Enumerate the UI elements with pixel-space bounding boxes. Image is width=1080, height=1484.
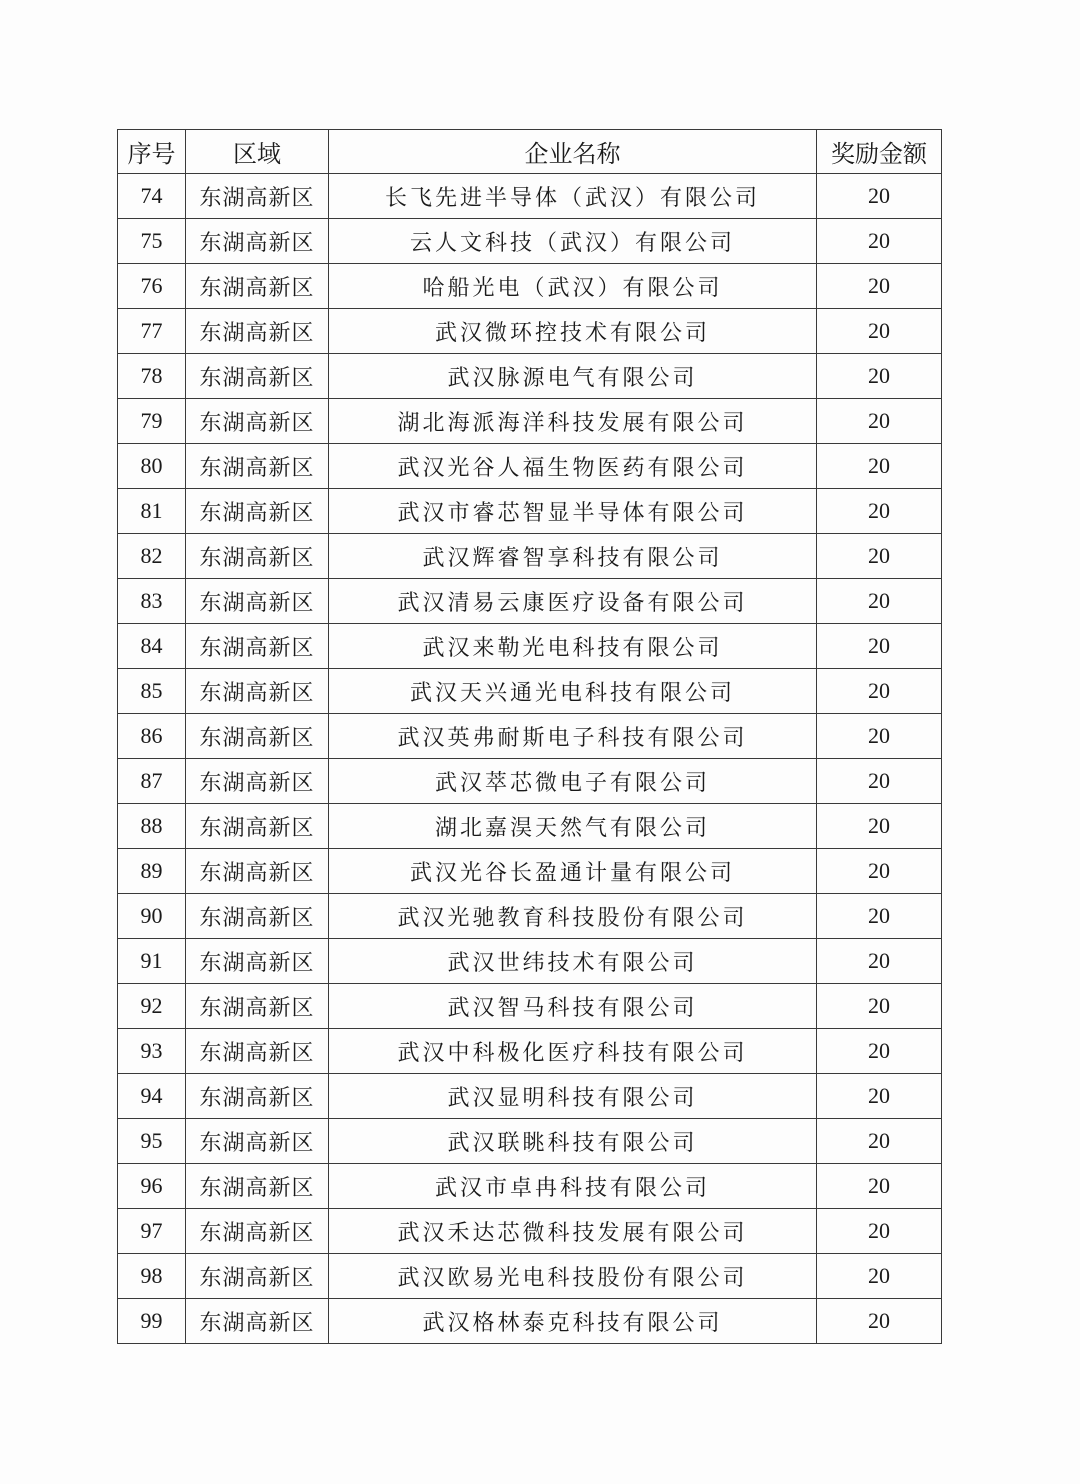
cell-amount: 20 — [817, 849, 942, 894]
cell-amount: 20 — [817, 939, 942, 984]
cell-seq: 85 — [118, 669, 186, 714]
cell-seq: 95 — [118, 1119, 186, 1164]
cell-amount: 20 — [817, 354, 942, 399]
cell-region: 东湖高新区 — [186, 1119, 329, 1164]
cell-seq: 99 — [118, 1299, 186, 1344]
table-row — [118, 714, 942, 759]
cell-region: 东湖高新区 — [186, 939, 329, 984]
cell-seq: 90 — [118, 894, 186, 939]
cell-region: 东湖高新区 — [186, 669, 329, 714]
cell-seq: 86 — [118, 714, 186, 759]
cell-amount: 20 — [817, 1299, 942, 1344]
table-row — [118, 534, 942, 579]
table-body — [118, 174, 942, 1344]
cell-region: 东湖高新区 — [186, 399, 329, 444]
cell-seq: 75 — [118, 219, 186, 264]
table-row — [118, 264, 942, 309]
cell-region: 东湖高新区 — [186, 579, 329, 624]
cell-region: 东湖高新区 — [186, 759, 329, 804]
cell-company: 武汉脉源电气有限公司 — [329, 354, 817, 399]
table-row — [118, 1209, 942, 1254]
cell-region: 东湖高新区 — [186, 444, 329, 489]
cell-region: 东湖高新区 — [186, 489, 329, 534]
cell-seq: 91 — [118, 939, 186, 984]
cell-company: 长飞先进半导体（武汉）有限公司 — [329, 174, 817, 219]
cell-company: 武汉世纬技术有限公司 — [329, 939, 817, 984]
cell-region: 东湖高新区 — [186, 1074, 329, 1119]
cell-amount: 20 — [817, 669, 942, 714]
cell-amount: 20 — [817, 714, 942, 759]
award-table — [117, 129, 942, 1344]
cell-company: 武汉光驰教育科技股份有限公司 — [329, 894, 817, 939]
cell-company: 武汉辉睿智享科技有限公司 — [329, 534, 817, 579]
cell-amount: 20 — [817, 1254, 942, 1299]
cell-region: 东湖高新区 — [186, 1164, 329, 1209]
table-header-row — [118, 130, 942, 174]
table-row — [118, 984, 942, 1029]
cell-company: 武汉微环控技术有限公司 — [329, 309, 817, 354]
cell-region: 东湖高新区 — [186, 894, 329, 939]
cell-amount: 20 — [817, 1164, 942, 1209]
cell-region: 东湖高新区 — [186, 804, 329, 849]
table-row — [118, 579, 942, 624]
cell-seq: 92 — [118, 984, 186, 1029]
cell-company: 武汉来勒光电科技有限公司 — [329, 624, 817, 669]
cell-amount: 20 — [817, 894, 942, 939]
cell-region: 东湖高新区 — [186, 1254, 329, 1299]
cell-seq: 74 — [118, 174, 186, 219]
header-company: 企业名称 — [329, 130, 817, 174]
table-row — [118, 759, 942, 804]
cell-seq: 79 — [118, 399, 186, 444]
cell-company: 武汉光谷人福生物医药有限公司 — [329, 444, 817, 489]
cell-seq: 84 — [118, 624, 186, 669]
cell-region: 东湖高新区 — [186, 1209, 329, 1254]
cell-company: 武汉禾达芯微科技发展有限公司 — [329, 1209, 817, 1254]
cell-company: 湖北嘉淏天然气有限公司 — [329, 804, 817, 849]
cell-company: 武汉英弗耐斯电子科技有限公司 — [329, 714, 817, 759]
cell-region: 东湖高新区 — [186, 534, 329, 579]
cell-amount: 20 — [817, 219, 942, 264]
cell-company: 武汉联眺科技有限公司 — [329, 1119, 817, 1164]
cell-company: 武汉光谷长盈通计量有限公司 — [329, 849, 817, 894]
table-row — [118, 1254, 942, 1299]
cell-amount: 20 — [817, 579, 942, 624]
cell-seq: 89 — [118, 849, 186, 894]
table-row — [118, 489, 942, 534]
header-seq: 序号 — [118, 130, 186, 174]
table-row — [118, 1299, 942, 1344]
cell-amount: 20 — [817, 759, 942, 804]
cell-region: 东湖高新区 — [186, 219, 329, 264]
cell-seq: 98 — [118, 1254, 186, 1299]
cell-amount: 20 — [817, 444, 942, 489]
table-row — [118, 1164, 942, 1209]
cell-company: 武汉清易云康医疗设备有限公司 — [329, 579, 817, 624]
cell-amount: 20 — [817, 1119, 942, 1164]
cell-seq: 87 — [118, 759, 186, 804]
cell-company: 云人文科技（武汉）有限公司 — [329, 219, 817, 264]
table-row — [118, 174, 942, 219]
cell-amount: 20 — [817, 1209, 942, 1254]
cell-company: 武汉萃芯微电子有限公司 — [329, 759, 817, 804]
cell-company: 武汉欧易光电科技股份有限公司 — [329, 1254, 817, 1299]
cell-amount: 20 — [817, 1029, 942, 1074]
cell-amount: 20 — [817, 174, 942, 219]
cell-region: 东湖高新区 — [186, 1299, 329, 1344]
cell-amount: 20 — [817, 984, 942, 1029]
cell-amount: 20 — [817, 804, 942, 849]
cell-region: 东湖高新区 — [186, 624, 329, 669]
cell-amount: 20 — [817, 1074, 942, 1119]
cell-seq: 82 — [118, 534, 186, 579]
header-region: 区域 — [186, 130, 329, 174]
cell-region: 东湖高新区 — [186, 714, 329, 759]
table-row — [118, 309, 942, 354]
cell-region: 东湖高新区 — [186, 849, 329, 894]
table-row — [118, 669, 942, 714]
cell-seq: 78 — [118, 354, 186, 399]
cell-region: 东湖高新区 — [186, 1029, 329, 1074]
cell-seq: 76 — [118, 264, 186, 309]
table-row — [118, 894, 942, 939]
cell-seq: 80 — [118, 444, 186, 489]
table-row — [118, 804, 942, 849]
table-row — [118, 219, 942, 264]
cell-region: 东湖高新区 — [186, 264, 329, 309]
table-row — [118, 1029, 942, 1074]
table-row — [118, 354, 942, 399]
cell-seq: 77 — [118, 309, 186, 354]
table-row — [118, 624, 942, 669]
cell-region: 东湖高新区 — [186, 984, 329, 1029]
table-row — [118, 444, 942, 489]
cell-company: 武汉天兴通光电科技有限公司 — [329, 669, 817, 714]
cell-company: 武汉格林泰克科技有限公司 — [329, 1299, 817, 1344]
table-row — [118, 1074, 942, 1119]
cell-company: 武汉市卓冉科技有限公司 — [329, 1164, 817, 1209]
cell-region: 东湖高新区 — [186, 354, 329, 399]
cell-region: 东湖高新区 — [186, 309, 329, 354]
cell-company: 武汉智马科技有限公司 — [329, 984, 817, 1029]
cell-company: 武汉市睿芯智显半导体有限公司 — [329, 489, 817, 534]
cell-amount: 20 — [817, 624, 942, 669]
cell-seq: 88 — [118, 804, 186, 849]
cell-company: 哈船光电（武汉）有限公司 — [329, 264, 817, 309]
table-row — [118, 939, 942, 984]
cell-seq: 96 — [118, 1164, 186, 1209]
header-amount: 奖励金额 — [817, 130, 942, 174]
cell-company: 湖北海派海洋科技发展有限公司 — [329, 399, 817, 444]
table-row — [118, 1119, 942, 1164]
cell-amount: 20 — [817, 309, 942, 354]
cell-amount: 20 — [817, 399, 942, 444]
cell-seq: 81 — [118, 489, 186, 534]
cell-amount: 20 — [817, 534, 942, 579]
cell-amount: 20 — [817, 264, 942, 309]
cell-company: 武汉显明科技有限公司 — [329, 1074, 817, 1119]
cell-seq: 94 — [118, 1074, 186, 1119]
cell-company: 武汉中科极化医疗科技有限公司 — [329, 1029, 817, 1074]
cell-seq: 93 — [118, 1029, 186, 1074]
table-row — [118, 849, 942, 894]
cell-seq: 83 — [118, 579, 186, 624]
cell-seq: 97 — [118, 1209, 186, 1254]
cell-amount: 20 — [817, 489, 942, 534]
table-row — [118, 399, 942, 444]
cell-region: 东湖高新区 — [186, 174, 329, 219]
